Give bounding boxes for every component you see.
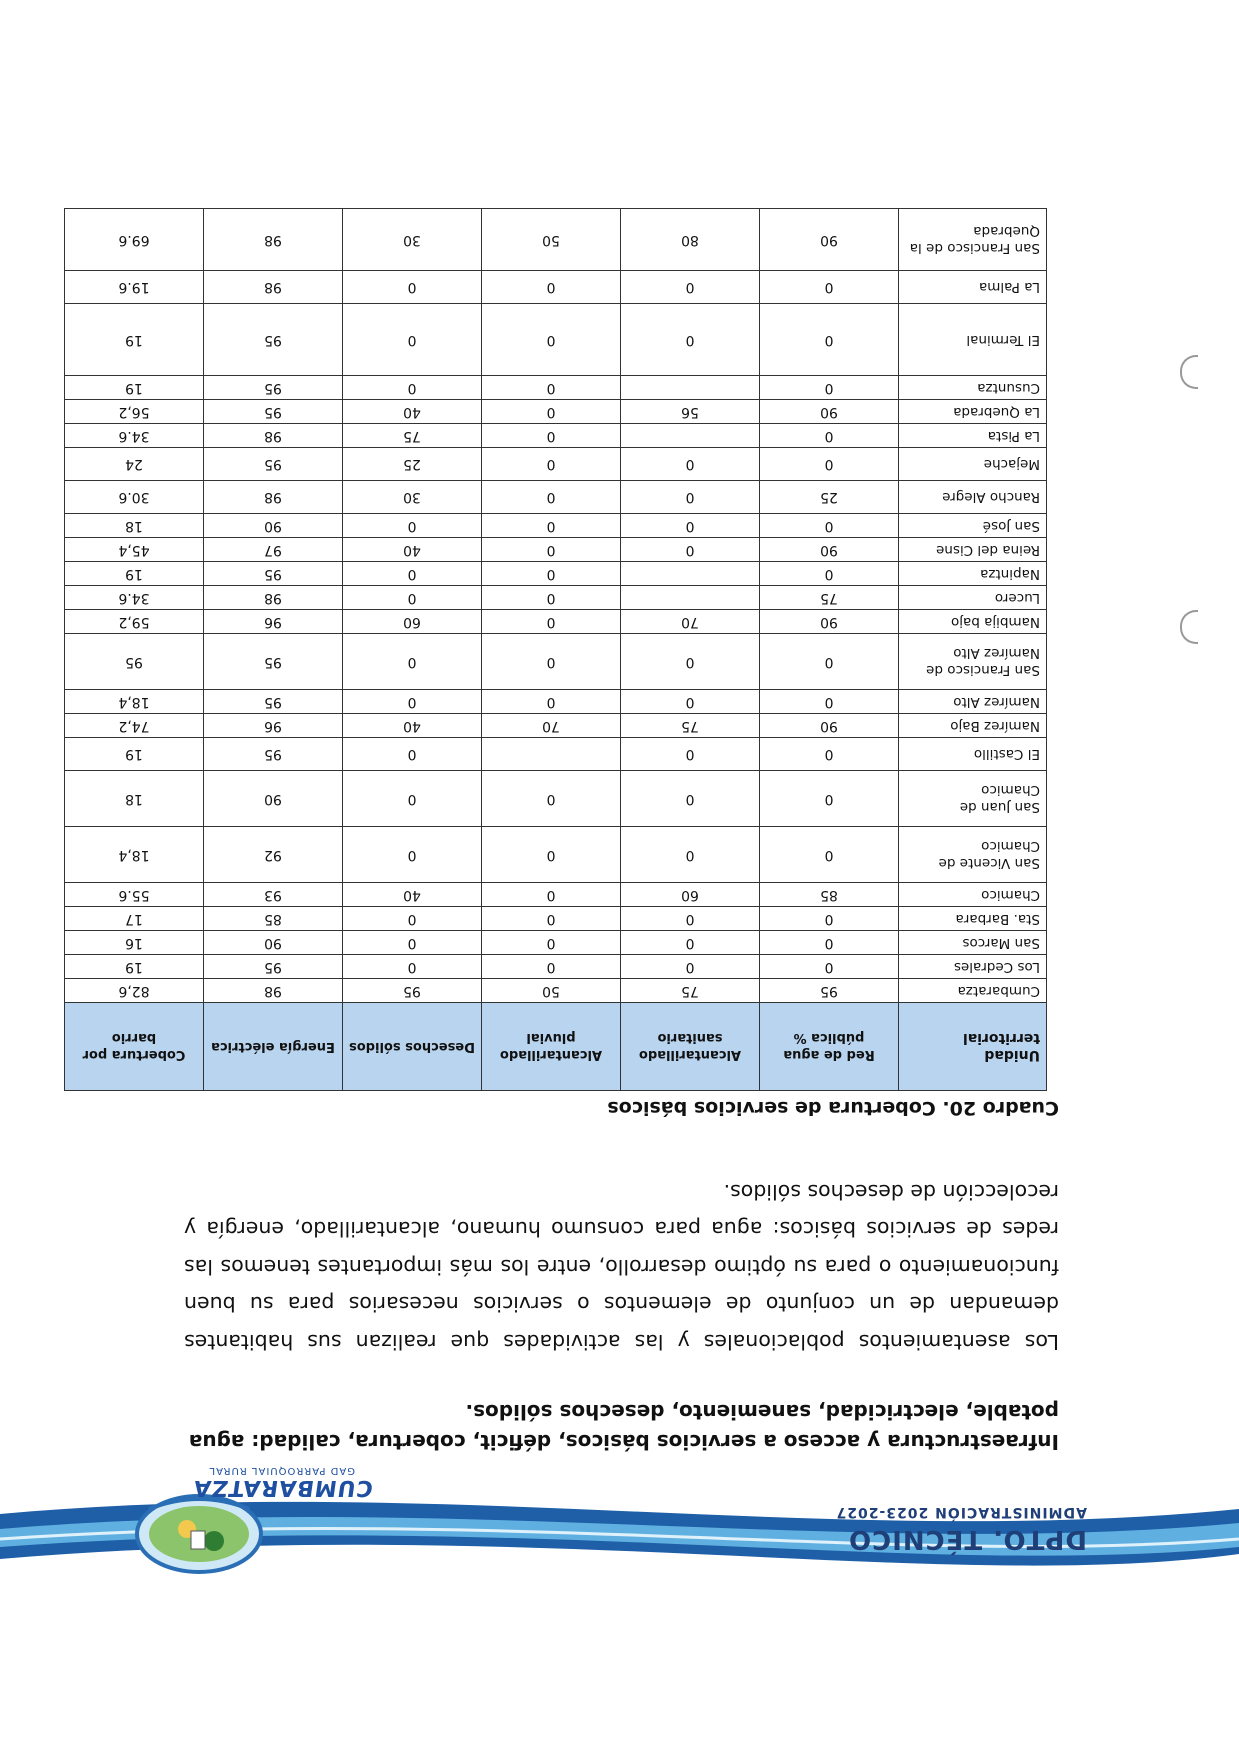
table-cell: 34.6 — [65, 586, 204, 610]
table-cell: 98 — [204, 481, 343, 514]
table-cell: Sta. Barbara — [899, 907, 1047, 931]
table-cell: 0 — [482, 304, 621, 376]
table-cell: 70 — [482, 714, 621, 738]
table-cell: San Francisco de Namírez Alto — [899, 634, 1047, 690]
table-row — [65, 883, 1047, 907]
table-cell: 0 — [343, 376, 482, 400]
table-cell: 0 — [343, 586, 482, 610]
table-cell: 0 — [343, 634, 482, 690]
table-cell: 0 — [621, 907, 760, 931]
table-cell: 59,2 — [65, 610, 204, 634]
table-cell: 0 — [343, 304, 482, 376]
table-row — [65, 424, 1047, 448]
table-cell: La Palma — [899, 271, 1047, 304]
table-cell: 0 — [482, 586, 621, 610]
table-cell: 34.6 — [65, 424, 204, 448]
table-cell: 69.6 — [65, 209, 204, 271]
table-row — [65, 738, 1047, 771]
table-cell: 0 — [621, 738, 760, 771]
table-cell: 0 — [621, 634, 760, 690]
table-cell: 0 — [760, 931, 899, 955]
table-cell — [621, 424, 760, 448]
table-cell: 90 — [204, 771, 343, 827]
table-cell: 19 — [65, 955, 204, 979]
table-cell: San Vicente de Chamico — [899, 827, 1047, 883]
table-cell: 19.6 — [65, 271, 204, 304]
table-cell: Napintza — [899, 562, 1047, 586]
table-cell: 45,4 — [65, 538, 204, 562]
table-cell: 90 — [760, 538, 899, 562]
table-cell: 0 — [760, 955, 899, 979]
table-cell: 90 — [760, 400, 899, 424]
table-header-row — [65, 1003, 1047, 1091]
table-cell: 0 — [343, 738, 482, 771]
table-cell: 0 — [621, 931, 760, 955]
table-cell: 90 — [204, 931, 343, 955]
table-cell: 19 — [65, 562, 204, 586]
table-cell: 75 — [760, 586, 899, 610]
table-cell: 0 — [482, 771, 621, 827]
table-cell: 0 — [343, 690, 482, 714]
punch-hole-mark — [1180, 610, 1198, 644]
table-cell: 0 — [760, 304, 899, 376]
table-cell — [621, 586, 760, 610]
table-cell: San Juan de Chamico — [899, 771, 1047, 827]
table-cell: 30 — [343, 481, 482, 514]
table-cell: 0 — [482, 883, 621, 907]
table-cell: 90 — [204, 514, 343, 538]
table-cell: 95 — [204, 562, 343, 586]
table-cell: 97 — [204, 538, 343, 562]
column-header: Energía eléctrica — [204, 1003, 343, 1091]
table-cell: El Terminal — [899, 304, 1047, 376]
brand-subtitle: GAD PARROQUIAL RURAL — [208, 1465, 355, 1476]
punch-hole-mark — [1180, 355, 1198, 389]
table-cell: 0 — [621, 771, 760, 827]
table-cell: 0 — [482, 514, 621, 538]
department-title: DPTO. TÉCNICO — [847, 1524, 1087, 1554]
table-cell: 0 — [621, 304, 760, 376]
table-cell: 95 — [204, 400, 343, 424]
column-header: Alcantarillado pluvial — [482, 1003, 621, 1091]
table-row — [65, 771, 1047, 827]
table-cell: 18 — [65, 514, 204, 538]
column-header: Unidad territorial — [899, 1003, 1047, 1091]
table-cell: 95 — [204, 304, 343, 376]
table-cell: 0 — [621, 448, 760, 481]
table-row — [65, 634, 1047, 690]
table-cell: Rancho Alegre — [899, 481, 1047, 514]
table-cell: 0 — [621, 271, 760, 304]
table-cell: La Pista — [899, 424, 1047, 448]
table-cell: 98 — [204, 209, 343, 271]
table-cell: 0 — [760, 634, 899, 690]
table-cell: 96 — [204, 714, 343, 738]
table-row — [65, 271, 1047, 304]
table-cell: 16 — [65, 931, 204, 955]
table-cell: Los Cedrales — [899, 955, 1047, 979]
table-cell: 0 — [482, 424, 621, 448]
table-row — [65, 690, 1047, 714]
table-cell: 75 — [621, 714, 760, 738]
table-cell: 30 — [343, 209, 482, 271]
column-header: Alcantarillado sanitario — [621, 1003, 760, 1091]
table-cell: 30.6 — [65, 481, 204, 514]
table-row — [65, 481, 1047, 514]
table-cell: 0 — [760, 907, 899, 931]
table-cell: 0 — [482, 562, 621, 586]
table-cell: 56 — [621, 400, 760, 424]
table-cell: 95 — [204, 634, 343, 690]
table-cell: 0 — [482, 610, 621, 634]
table-cell: 18,4 — [65, 827, 204, 883]
table-row — [65, 514, 1047, 538]
table-cell: 19 — [65, 738, 204, 771]
table-cell: 19 — [65, 304, 204, 376]
table-row — [65, 209, 1047, 271]
parish-logo-icon — [129, 1489, 269, 1579]
table-cell: 82,6 — [65, 979, 204, 1003]
table-cell: 95 — [204, 955, 343, 979]
table-cell: 0 — [482, 538, 621, 562]
administration-period: ADMINISTRACIÓN 2023-2027 — [835, 1504, 1087, 1520]
table-cell: Chamico — [899, 883, 1047, 907]
table-cell: 40 — [343, 883, 482, 907]
table-cell: 0 — [482, 400, 621, 424]
table-cell: 95 — [65, 634, 204, 690]
table-cell: 0 — [482, 271, 621, 304]
table-cell: 40 — [343, 400, 482, 424]
table-cell: 0 — [343, 931, 482, 955]
table-cell: 0 — [760, 448, 899, 481]
section-heading: Infraestructura y acceso a servicios básicos, déficit, cobertura, calidad: agua potable, electricidad, sanemiento, desechos sólidos. — [188, 1400, 1059, 1454]
table-cell: 0 — [343, 514, 482, 538]
table-cell: Lucero — [899, 586, 1047, 610]
table-cell: 0 — [482, 690, 621, 714]
table-cell: 0 — [482, 931, 621, 955]
table-cell: La Quebrada — [899, 400, 1047, 424]
table-cell: 95 — [760, 979, 899, 1003]
table-cell: 0 — [482, 955, 621, 979]
table-cell: 0 — [343, 271, 482, 304]
table-cell: 50 — [482, 209, 621, 271]
table-row — [65, 538, 1047, 562]
table-row — [65, 931, 1047, 955]
table-cell: 25 — [343, 448, 482, 481]
table-row — [65, 448, 1047, 481]
table-cell: 74,2 — [65, 714, 204, 738]
table-row — [65, 714, 1047, 738]
table-cell: Namírez Alto — [899, 690, 1047, 714]
table-cell: 90 — [760, 209, 899, 271]
table-cell: 0 — [621, 827, 760, 883]
table-cell: 98 — [204, 979, 343, 1003]
table-cell: 75 — [343, 424, 482, 448]
table-cell: 0 — [343, 827, 482, 883]
table-cell: 98 — [204, 271, 343, 304]
table-cell: 75 — [621, 979, 760, 1003]
table-cell: 55.6 — [65, 883, 204, 907]
table-cell: 85 — [760, 883, 899, 907]
table-cell: 0 — [621, 955, 760, 979]
table-cell: 98 — [204, 424, 343, 448]
table-cell: 0 — [343, 771, 482, 827]
table-cell: 90 — [760, 714, 899, 738]
table-cell: 93 — [204, 883, 343, 907]
table-cell: San José — [899, 514, 1047, 538]
table-cell: 18,4 — [65, 690, 204, 714]
table-cell: Reina del Cisne — [899, 538, 1047, 562]
table-cell: 0 — [482, 907, 621, 931]
table-cell: 0 — [760, 424, 899, 448]
table-cell: 0 — [343, 955, 482, 979]
table-cell: 0 — [482, 634, 621, 690]
table-cell: 95 — [204, 448, 343, 481]
table-cell: 56,2 — [65, 400, 204, 424]
services-coverage-table — [64, 208, 1047, 1091]
table-row — [65, 586, 1047, 610]
table-row — [65, 610, 1047, 634]
table-cell — [621, 562, 760, 586]
table-cell: San Marcos — [899, 931, 1047, 955]
table-cell: 80 — [621, 209, 760, 271]
table-cell: 0 — [760, 514, 899, 538]
table-cell: 95 — [204, 690, 343, 714]
table-row — [65, 955, 1047, 979]
table-cell: Mejache — [899, 448, 1047, 481]
table-cell: 0 — [621, 538, 760, 562]
table-cell — [482, 738, 621, 771]
table-cell: 0 — [760, 271, 899, 304]
table-cell: Namírez Bajo — [899, 714, 1047, 738]
table-cell: 95 — [343, 979, 482, 1003]
table-cell: 60 — [343, 610, 482, 634]
table-row — [65, 907, 1047, 931]
table-cell: 50 — [482, 979, 621, 1003]
table-cell: 0 — [482, 376, 621, 400]
table-cell: 0 — [482, 827, 621, 883]
table-cell: 0 — [621, 690, 760, 714]
table-cell: 0 — [482, 481, 621, 514]
table-cell: 17 — [65, 907, 204, 931]
table-cell: 0 — [621, 514, 760, 538]
table-cell: 0 — [760, 827, 899, 883]
table-cell: 0 — [621, 481, 760, 514]
table-row — [65, 979, 1047, 1003]
table-cell: 96 — [204, 610, 343, 634]
table-cell: 0 — [760, 376, 899, 400]
table-cell: 0 — [760, 562, 899, 586]
table-cell: 98 — [204, 586, 343, 610]
table-cell: El Castillo — [899, 738, 1047, 771]
table-cell: 19 — [65, 376, 204, 400]
table-cell: 70 — [621, 610, 760, 634]
table-cell: 92 — [204, 827, 343, 883]
table-cell: 0 — [482, 448, 621, 481]
table-cell: 60 — [621, 883, 760, 907]
table-cell: 40 — [343, 538, 482, 562]
table-cell: 24 — [65, 448, 204, 481]
table-row — [65, 827, 1047, 883]
table-cell: 0 — [760, 738, 899, 771]
column-header: Desechos sólidos — [343, 1003, 482, 1091]
table-row — [65, 376, 1047, 400]
table-cell: 95 — [204, 738, 343, 771]
table-row — [65, 562, 1047, 586]
table-cell: 95 — [204, 376, 343, 400]
column-header: Red de agua pública % — [760, 1003, 899, 1091]
table-cell: 85 — [204, 907, 343, 931]
table-cell: 0 — [760, 771, 899, 827]
column-header: Cobertura por barrio — [65, 1003, 204, 1091]
table-row — [65, 304, 1047, 376]
section-paragraph: Los asentamientos poblacionales y las actividades que realizan sus habitantes demandan de un conjunto de elementos o servicios necesarios para su buen funcionamiento o para su óptimo desarrollo, entre los más importantes tenemos las redes de servicios básicos: agua para consumo humano, alcantarillado, energía y recolección de desechos sólidos. — [184, 1180, 1059, 1354]
table-cell: 0 — [343, 562, 482, 586]
table-cell: 90 — [760, 610, 899, 634]
table-cell: Cumbaratza — [899, 979, 1047, 1003]
table-row — [65, 400, 1047, 424]
table-cell: 40 — [343, 714, 482, 738]
table-cell: San Francisco de la Quebrada — [899, 209, 1047, 271]
table-caption: Cuadro 20. Cobertura de servicios básicos — [607, 1097, 1059, 1119]
table-cell: Cusuntza — [899, 376, 1047, 400]
table-cell: 18 — [65, 771, 204, 827]
brand-name: CUMBARATZA — [191, 1475, 375, 1500]
table-cell: 0 — [343, 907, 482, 931]
table-cell — [621, 376, 760, 400]
table-cell: Nambija bajo — [899, 610, 1047, 634]
table-cell: 0 — [760, 690, 899, 714]
table-cell: 25 — [760, 481, 899, 514]
